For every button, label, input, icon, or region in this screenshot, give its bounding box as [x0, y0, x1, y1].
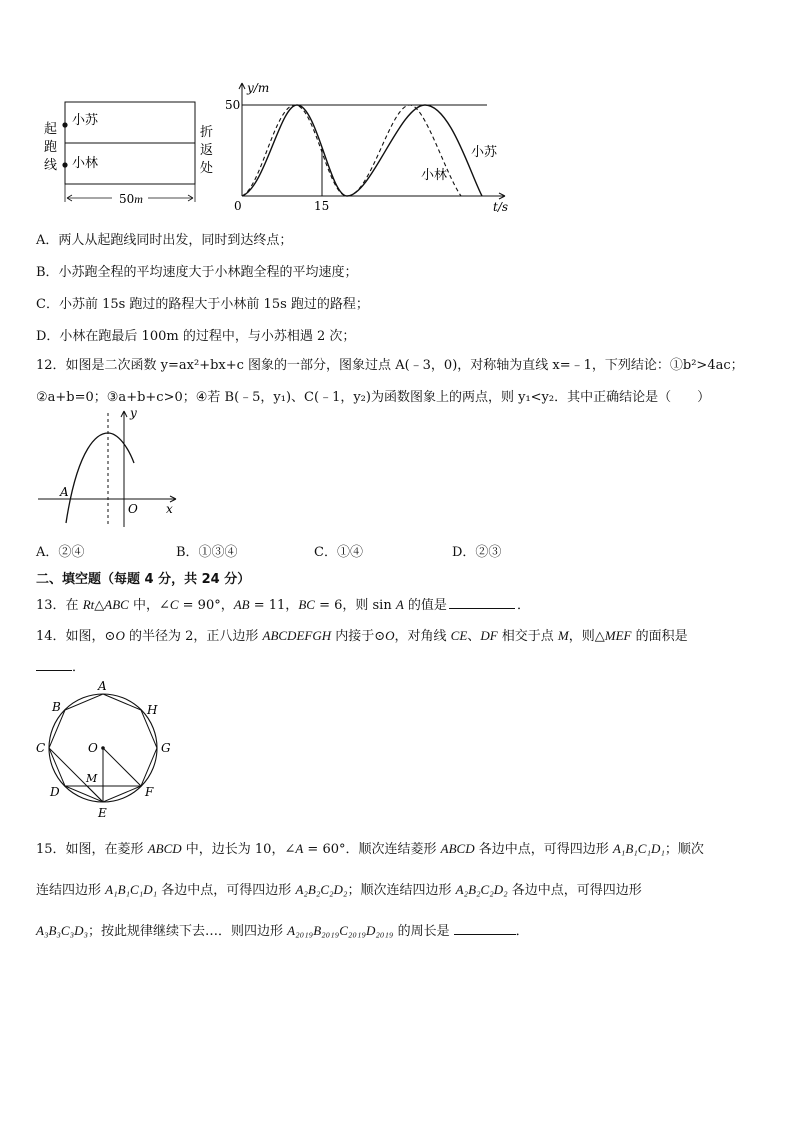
oct-label-m: M	[86, 772, 98, 785]
q12-option-b: B．①③④	[176, 545, 238, 560]
oct-label-a: A	[98, 679, 107, 693]
q14-line1: 14．如图，⊙O 的半径为 2，正八边形 ABCDEFGH 内接于⊙O，对角线 CE、DF 相交于点 M，则△MEF 的面积是	[36, 628, 688, 644]
graph-x-label: t/s	[493, 200, 509, 214]
q12-option-a: A．②④	[36, 545, 85, 560]
graph-lin-label: 小林	[421, 168, 448, 183]
track-lane2: 小林	[72, 156, 99, 171]
track-length-num: 50	[119, 192, 135, 206]
start-char-1: 起	[44, 122, 58, 137]
parabola-x-label: x	[166, 502, 173, 516]
start-char-3: 线	[44, 158, 58, 173]
turn-char-2: 返	[200, 143, 214, 158]
q14-line2: ．	[36, 656, 85, 675]
parabola-point-a: A	[60, 485, 69, 499]
track-figure	[40, 92, 230, 212]
oct-label-g: G	[161, 741, 171, 755]
q11-option-a: A．两人从起跑线同时出发，同时到达终点；	[36, 233, 293, 248]
q11-option-c: C．小苏前 15s 跑过的路程大于小林前 15s 跑过的路程；	[36, 297, 369, 312]
parabola-origin: O	[128, 502, 138, 516]
q15-line1: 15．如图，在菱形 ABCD 中，边长为 10，∠A = 60°．顺次连结菱形 ABCD 各边中点，可得四边形 A₁B₁C₁D₁；顺次	[36, 841, 704, 857]
svg-text:50m	[119, 192, 143, 206]
graph-y-tick: 50	[225, 98, 241, 112]
oct-label-f: F	[145, 785, 154, 799]
oct-label-d: D	[50, 785, 60, 799]
oct-label-c: C	[36, 741, 46, 755]
section-title: 二、填空题（每题 4 分，共 24 分）	[36, 572, 251, 587]
graph-x-tick: 15	[314, 199, 330, 213]
q15-answer-blank	[454, 922, 516, 935]
q13-line: 13．在 Rt△ABC 中，∠C = 90°，AB = 11，BC = 6，则 sin A 的值是 ．	[36, 597, 530, 613]
track-length-unit: m	[134, 192, 143, 206]
q15-line3: A₃B₃C₃D₃；按此规律继续下去…．则四边形 A₂₀₁₉B₂₀₁₉C₂₀₁₉D₂₀₁₉ 的周长是 ．	[36, 923, 529, 939]
q15-line2: 连结四边形 A₁B₁C₁D₁ 各边中点，可得四边形 A₂B₂C₂D₂；顺次连结四边形 A₂B₂C₂D₂ 各边中点，可得四边形	[36, 882, 642, 898]
q12-line1: 12．如图是二次函数 y=ax²+bx+c 图象的一部分，图象过点 A(﹣3，0)，对称轴为直线 x=﹣1，下列结论：①b²>4ac；	[36, 358, 744, 373]
q12-option-d: D．②③	[452, 545, 502, 560]
start-char-2: 跑	[44, 140, 58, 155]
track-lane1: 小苏	[72, 113, 99, 128]
graph-su-label: 小苏	[471, 145, 498, 160]
parabola-graph	[36, 405, 186, 530]
oct-label-b: B	[52, 700, 61, 714]
graph-origin: 0	[234, 199, 242, 213]
q11-option-b: B．小苏跑全程的平均速度大于小林跑全程的平均速度；	[36, 265, 358, 280]
q12-line2: ②a+b=0；③a+b+c>0；④若 B(﹣5，y₁)、C(﹣1，y₂)为函数图象上的两点，则 y₁<y₂．其中正确结论是（ ）	[36, 390, 711, 405]
oct-label-o: O	[88, 741, 98, 755]
octagon-figure	[30, 678, 180, 823]
oct-label-h: H	[147, 703, 158, 717]
oct-label-e: E	[98, 806, 107, 820]
turn-char-3: 处	[200, 161, 214, 176]
distance-time-graph	[225, 78, 515, 216]
turn-char-1: 折	[200, 125, 214, 140]
q12-option-c: C．①④	[314, 545, 363, 560]
graph-y-label: y/m	[247, 81, 270, 95]
q11-option-d: D．小林在跑最后 100m 的过程中，与小苏相遇 2 次；	[36, 329, 356, 344]
parabola-y-label: y	[130, 406, 137, 420]
q14-answer-blank	[36, 658, 72, 671]
q13-answer-blank	[449, 596, 515, 609]
